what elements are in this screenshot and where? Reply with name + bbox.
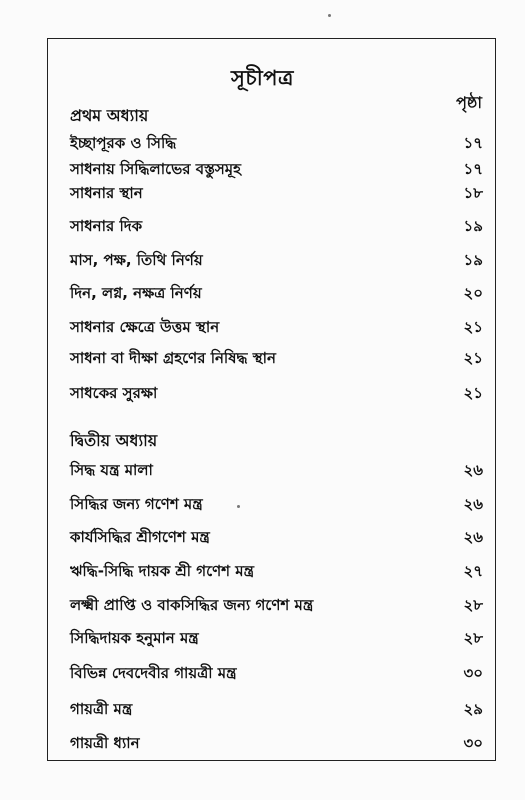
toc-entry <box>70 348 483 370</box>
entry-title: সাধনার স্থান <box>70 183 143 202</box>
page-title: সূচীপত্র <box>231 66 294 90</box>
page-column-header: পৃষ্ঠা <box>456 93 482 112</box>
entry-title: সিদ্ধ যন্ত্র মালা <box>70 460 153 479</box>
entry-page-number: ২০ <box>463 283 483 302</box>
entry-page-number: ২৮ <box>463 595 483 614</box>
entry-title: লক্ষ্মী প্রাপ্তি ও বাকসিদ্ধির জন্য গণেশ মন্ত্র <box>70 595 314 614</box>
section-heading-chapter-1: প্রথম অধ্যায় <box>70 106 149 125</box>
entry-page-number: ১৭ <box>463 159 483 178</box>
entry-title: সাধনার দিক <box>70 216 143 235</box>
toc-entry <box>70 133 483 155</box>
section-heading-chapter-2: দ্বিতীয় অধ্যায় <box>70 431 158 450</box>
entry-title: কার্যসিদ্ধির শ্রীগণেশ মন্ত্র <box>70 527 210 546</box>
toc-entry <box>70 699 483 721</box>
entry-page-number: ২৮ <box>463 628 483 647</box>
entry-page-number: ২৯ <box>463 699 483 718</box>
entry-title: সাধনার ক্ষেত্রে উত্তম স্থান <box>70 317 220 336</box>
toc-entry <box>70 460 483 482</box>
entry-title: গায়ত্রী ধ্যান <box>70 733 140 752</box>
entry-title: বিভিন্ন দেবদেবীর গায়ত্রী মন্ত্র <box>70 663 237 682</box>
entry-title: সিদ্ধির জন্য গণেশ মন্ত্র <box>70 494 203 513</box>
toc-entry <box>70 595 483 617</box>
toc-entry <box>70 733 483 755</box>
toc-entry <box>70 250 483 272</box>
entry-page-number: ১৯ <box>463 250 483 269</box>
toc-entry <box>70 317 483 339</box>
entry-title: ইচ্ছাপূরক ও সিদ্ধি <box>70 133 177 152</box>
toc-entry <box>70 383 483 405</box>
entry-page-number: ২৬ <box>463 527 483 546</box>
entry-page-number: ১৮ <box>463 183 483 202</box>
toc-entry <box>70 216 483 238</box>
entry-title: ঋদ্ধি-সিদ্ধি দায়ক শ্রী গণেশ মন্ত্র <box>70 561 255 580</box>
entry-page-number: ১৯ <box>463 216 483 235</box>
entry-page-number: ২১ <box>463 317 483 336</box>
entry-title: মাস, পক্ষ, তিথি নির্ণয় <box>70 250 203 269</box>
entry-title: সাধনা বা দীক্ষা গ্রহণের নিষিদ্ধ স্থান <box>70 348 276 367</box>
entry-title: সিদ্ধিদায়ক হনুমান মন্ত্র <box>70 628 199 647</box>
toc-entry <box>70 561 483 583</box>
print-speck <box>328 14 331 17</box>
entry-page-number: ১৭ <box>463 133 483 152</box>
toc-entry <box>70 527 483 549</box>
toc-entry <box>70 628 483 650</box>
entry-page-number: ২৬ <box>463 460 483 479</box>
entry-page-number: ২১ <box>463 383 483 402</box>
entry-page-number: ২১ <box>463 348 483 367</box>
toc-entry <box>70 663 483 685</box>
toc-entry <box>70 283 483 305</box>
entry-page-number: ৩০ <box>463 663 483 682</box>
entry-page-number: ২৬ <box>463 494 483 513</box>
entry-title: সাধকের সুরক্ষা <box>70 383 158 402</box>
entry-page-number: ৩০ <box>463 733 483 752</box>
entry-title: সাধনায় সিদ্ধিলাভের বস্তুসমূহ <box>70 159 241 178</box>
entry-page-number: ২৭ <box>463 561 483 580</box>
entry-title: দিন, লগ্ন, নক্ষত্র নির্ণয় <box>70 283 202 302</box>
toc-entry <box>70 159 483 181</box>
toc-entry <box>70 183 483 205</box>
toc-entry <box>70 494 483 516</box>
entry-title: গায়ত্রী মন্ত্র <box>70 699 133 718</box>
